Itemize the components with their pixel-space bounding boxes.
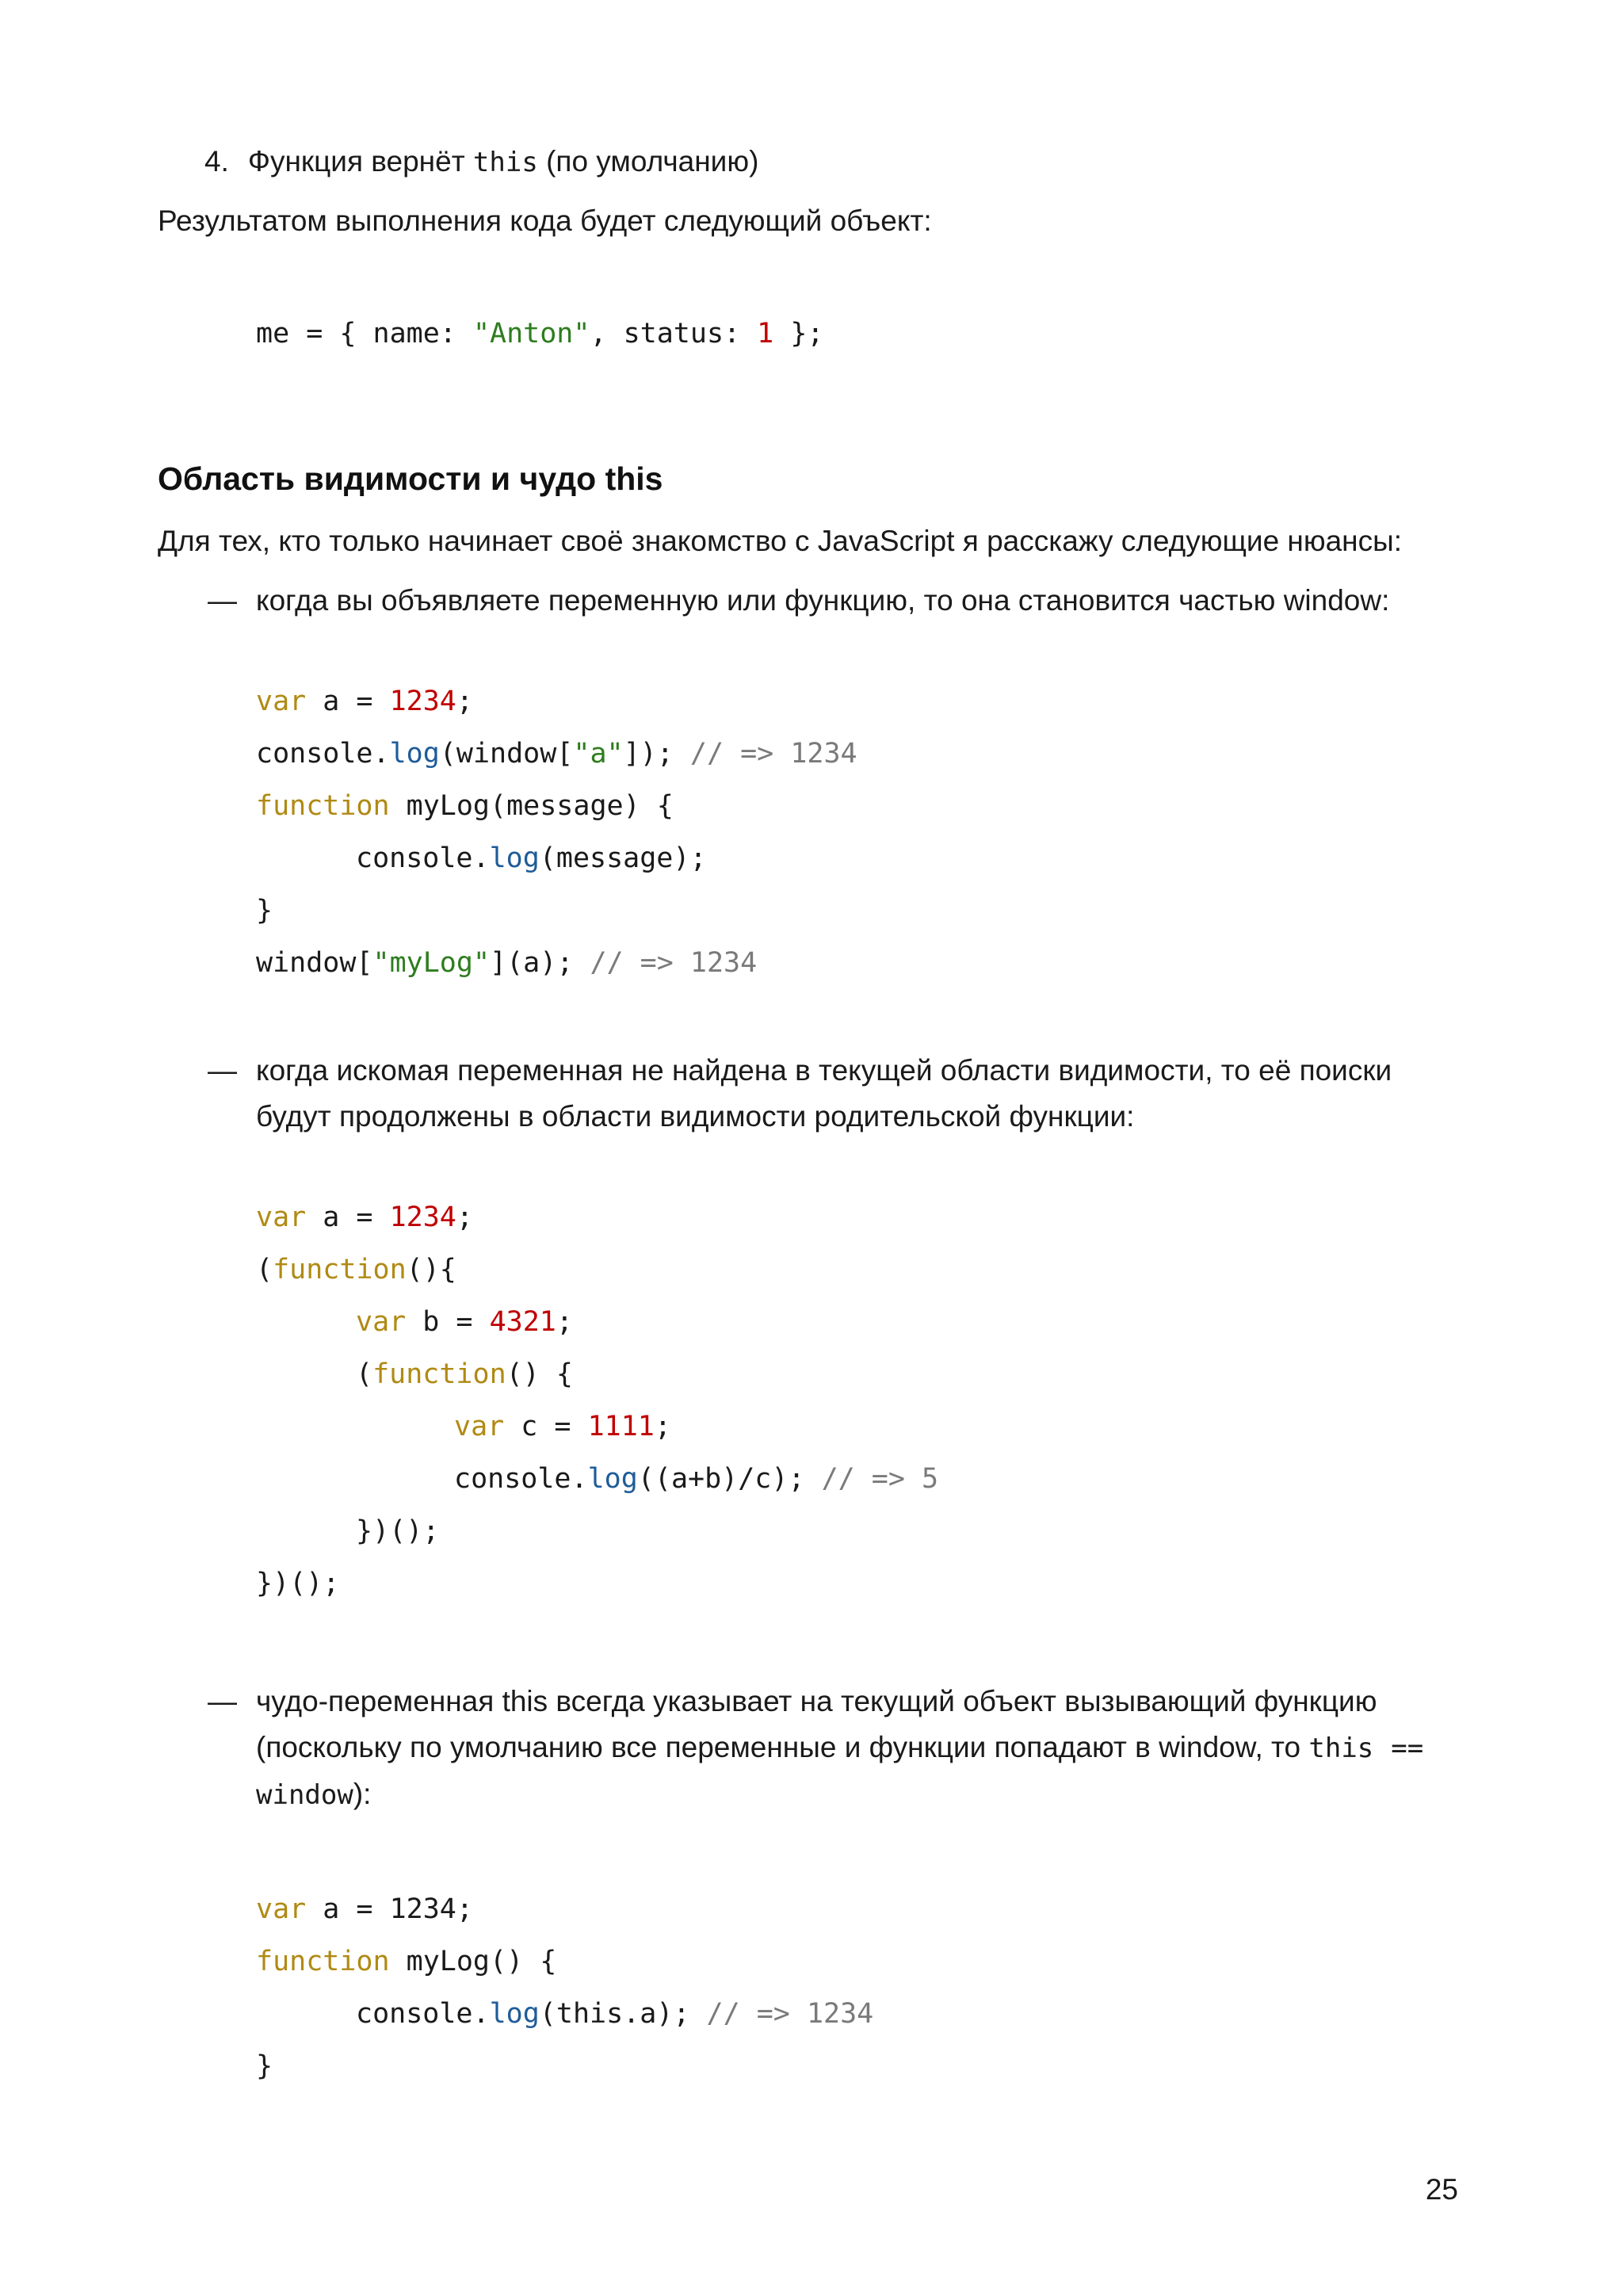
code-token: a = xyxy=(306,686,390,717)
bullet-dash: — xyxy=(208,584,237,617)
inline-code-equals: == xyxy=(1391,1733,1424,1764)
intro-paragraph: Для тех, кто только начинает своё знакомство с JavaScript я расскажу следующие нюансы: xyxy=(158,525,1402,557)
code-token: ; xyxy=(456,1201,473,1233)
code1-block xyxy=(256,675,857,989)
code-number: 1234 xyxy=(389,686,456,717)
code-string: "myLog" xyxy=(372,947,491,979)
bullet2-line: когда искомая переменная не найдена в текущей области видимости, то её поиски xyxy=(256,1054,1392,1087)
code-token: } xyxy=(256,2050,273,2082)
code-token: me = { name: xyxy=(256,318,473,350)
code-line xyxy=(256,1935,873,1988)
list-item-4 xyxy=(204,139,758,185)
code-comment: // => 1234 xyxy=(706,1998,874,2030)
code-token: a = 1234; xyxy=(306,1893,473,1925)
code-token: () { xyxy=(506,1358,573,1390)
code-line xyxy=(256,1883,873,1935)
code-token: }; xyxy=(773,318,824,350)
code-keyword: var xyxy=(256,1201,307,1233)
code-token: console. xyxy=(256,738,390,770)
code-token: ; xyxy=(556,1306,573,1338)
code-line xyxy=(256,832,857,884)
code-line xyxy=(256,1244,938,1296)
code-function: log xyxy=(389,738,440,770)
code-line xyxy=(256,675,857,728)
code-keyword: function xyxy=(256,790,390,822)
code-comment: // => 1234 xyxy=(590,947,758,979)
code-line xyxy=(256,937,857,989)
code-token: myLog() { xyxy=(389,1946,557,1977)
code-token: (this.a); xyxy=(539,1998,707,2030)
code-line xyxy=(256,1348,938,1400)
code-comment: // => 5 xyxy=(821,1463,939,1495)
code-line xyxy=(256,1191,938,1244)
bullet1-text: когда вы объявляете переменную или функцию, то она становится частью window: xyxy=(256,584,1390,617)
code-token: (message); xyxy=(539,842,707,874)
inline-code-window: window xyxy=(256,1779,353,1811)
code-line xyxy=(256,780,857,832)
bullet2-text xyxy=(256,1048,1458,1140)
code-token: myLog(message) { xyxy=(389,790,674,822)
code-comment: // => 1234 xyxy=(689,738,857,770)
code-token: window[ xyxy=(256,947,373,979)
code-token: ( xyxy=(256,1254,273,1286)
bullet-dash: — xyxy=(208,1685,237,1717)
code-string: "Anton" xyxy=(472,318,590,350)
code-line xyxy=(256,2040,873,2092)
inline-code-this: this xyxy=(472,147,538,178)
code-token: (){ xyxy=(406,1254,456,1286)
code-keyword: function xyxy=(372,1358,506,1390)
list-number: 4. xyxy=(204,145,229,178)
code-token: ]); xyxy=(623,738,690,770)
code-token: , status: xyxy=(590,318,758,350)
result-intro: Результатом выполнения кода будет следующий объект: xyxy=(158,204,932,237)
code-token: console. xyxy=(356,842,490,874)
code-keyword: var xyxy=(256,1893,307,1925)
code-function: log xyxy=(489,842,540,874)
code-keyword: var xyxy=(454,1411,505,1442)
code-number: 1 xyxy=(757,318,774,350)
code-function: log xyxy=(587,1463,638,1495)
bullet2-line: будут продолжены в области видимости родительской функции: xyxy=(256,1100,1135,1133)
bullet3-line xyxy=(256,1725,1458,1771)
code-token: } xyxy=(256,895,273,926)
code-token: ](a); xyxy=(490,947,590,979)
list-text-after: (по умолчанию) xyxy=(537,145,759,178)
code3-block xyxy=(256,1883,873,2092)
inline-code-this: this xyxy=(1308,1733,1374,1764)
bullet3-text-part: ): xyxy=(353,1778,372,1810)
result-code-line xyxy=(256,308,823,360)
code-line xyxy=(256,1453,938,1505)
code-token: console. xyxy=(454,1463,588,1495)
list-text: Функция вернёт xyxy=(247,145,473,178)
code-token: })(); xyxy=(356,1515,440,1547)
code-token: a = xyxy=(306,1201,390,1233)
code-number: 1234 xyxy=(389,1201,456,1233)
bullet-dash: — xyxy=(208,1054,237,1087)
code-token: })(); xyxy=(256,1568,340,1599)
section-heading: Область видимости и чудо this xyxy=(158,460,663,497)
code-token: console. xyxy=(356,1998,490,2030)
code-token: c = xyxy=(504,1411,588,1442)
code-keyword: function xyxy=(273,1254,407,1286)
code2-block xyxy=(256,1191,938,1610)
code-line xyxy=(256,1557,938,1610)
bullet3-text-part: (поскольку по умолчанию все переменные и функции попадают в window, то xyxy=(256,1731,1309,1763)
code-keyword: var xyxy=(256,686,307,717)
bullet3-text xyxy=(256,1679,1458,1818)
code-number: 1111 xyxy=(587,1411,655,1442)
code-number: 4321 xyxy=(489,1306,556,1338)
code-string: "a" xyxy=(573,738,624,770)
code-line xyxy=(256,1988,873,2040)
code-function: log xyxy=(489,1998,540,2030)
code-token: (window[ xyxy=(439,738,574,770)
code-line xyxy=(256,1400,938,1453)
code-line xyxy=(256,1296,938,1348)
code-token: ; xyxy=(456,686,473,717)
code-token: b = xyxy=(406,1306,490,1338)
code-keyword: var xyxy=(356,1306,407,1338)
code-line xyxy=(256,884,857,937)
bullet3-line: чудо-переменная this всегда указывает на текущий объект вызывающий функцию xyxy=(256,1685,1377,1717)
code-line xyxy=(256,728,857,780)
page-number: 25 xyxy=(1425,2173,1458,2206)
code-token: ((a+b)/c); xyxy=(637,1463,822,1495)
code-token: ; xyxy=(654,1411,671,1442)
code-keyword: function xyxy=(256,1946,390,1977)
bullet3-line xyxy=(256,1771,1458,1818)
code-token: ( xyxy=(356,1358,373,1390)
code-line xyxy=(256,1505,938,1557)
